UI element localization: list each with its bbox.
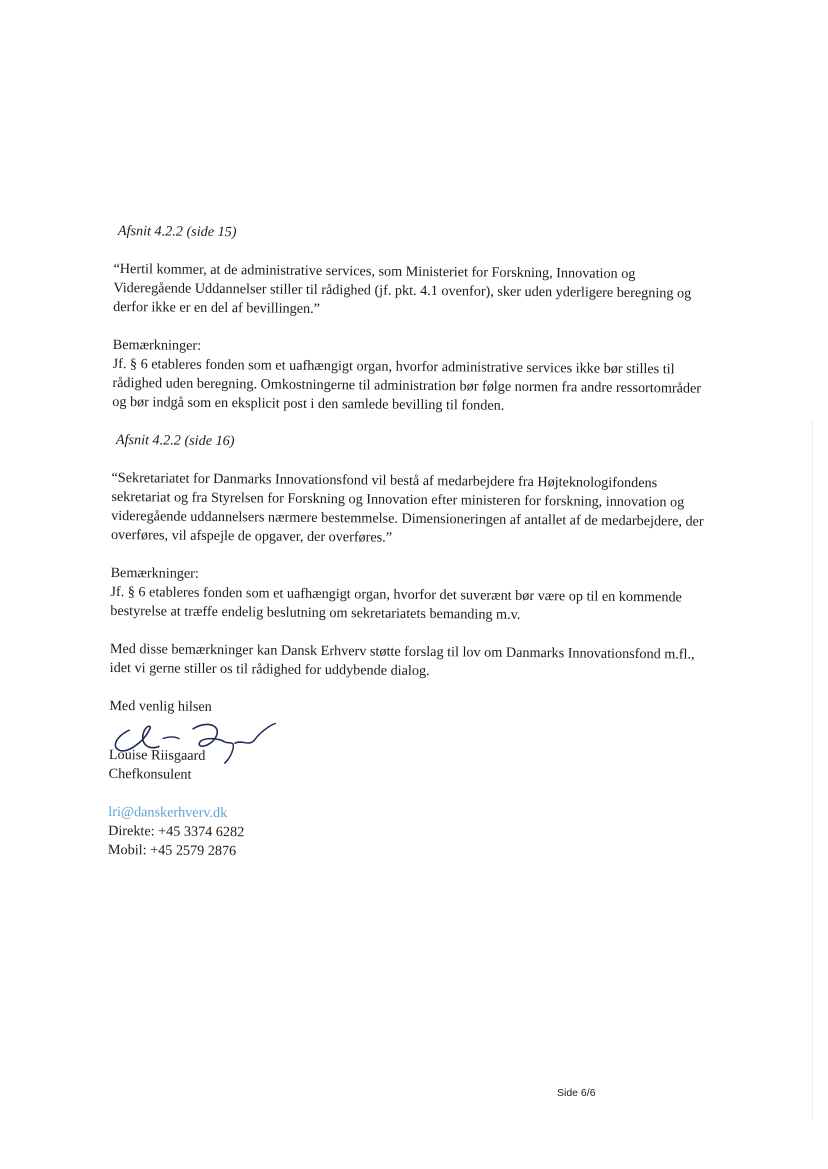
mobile-phone: Mobil: +45 2579 2876 [107, 841, 237, 860]
signer-name: Louise Riisgaard [108, 746, 206, 764]
section-heading-side-16: Afsnit 4.2.2 (side 16) [115, 432, 235, 450]
remarks-text-2: Jf. § 6 etableres fonden som et uafhængigt organ, hvorfor det suverænt bør være op til en kommende bestyrelse at træffe endelig beslutning om sekretariatets bemanding m.v. [110, 583, 682, 623]
signer-title: Chefkonsulent [108, 765, 192, 783]
closing-greeting: Med venlig hilsen [109, 697, 212, 715]
conclusion-paragraph: Med disse bemærkninger kan Dansk Erhverv støtte forslag til lov om Danmarks Innovationsfond m.fl., idet vi gerne stiller os til rådighed for uddybende dialog. [109, 640, 695, 680]
signer-email-link[interactable]: lri@danskerhverv.dk [108, 803, 228, 822]
page-number: Side 6/6 [557, 1087, 596, 1099]
remarks-text-1: Jf. § 6 etableres fonden som et uafhængigt organ, hvorfor administrative services ikke bør stilles til rådighed uden beregning. Omkostningerne til administration bør følge normen fra andre ressortområder og bør indgå som en eksplicit post i den samlede bevilling til fonden. [112, 355, 702, 414]
quote-paragraph-side-16: “Sekretariatet for Danmarks Innovationsfond vil bestå af medarbejdere fra Højteknologifondens sekretariat og fra Styrelsen for Forskning og Innovation efter ministeren for forskning, innovation og videregående uddannelsers nærmere bestemmelse. Dimensioneringen af antallet af de medarbejdere, der overføres, vil afspejle de opgaver, der overføres.” [110, 469, 704, 546]
letter-body [108, 222, 714, 866]
quote-paragraph-side-15: “Hertil kommer, at de administrative services, som Ministeriet for Forskning, Innovation og Videregående Uddannelser stiller til rådighed (jf. pkt. 4.1 ovenfor), sker uden yderligere beregning og derfor ikke er en del af bevillingen.” [113, 260, 692, 317]
direct-phone: Direkte: +45 3374 6282 [108, 822, 245, 841]
section-heading-side-15: Afsnit 4.2.2 (side 15) [117, 223, 237, 241]
remarks-label-1: Bemærkninger: [112, 336, 202, 354]
remarks-label-2: Bemærkninger: [110, 564, 199, 582]
scan-edge-line [812, 420, 813, 1120]
